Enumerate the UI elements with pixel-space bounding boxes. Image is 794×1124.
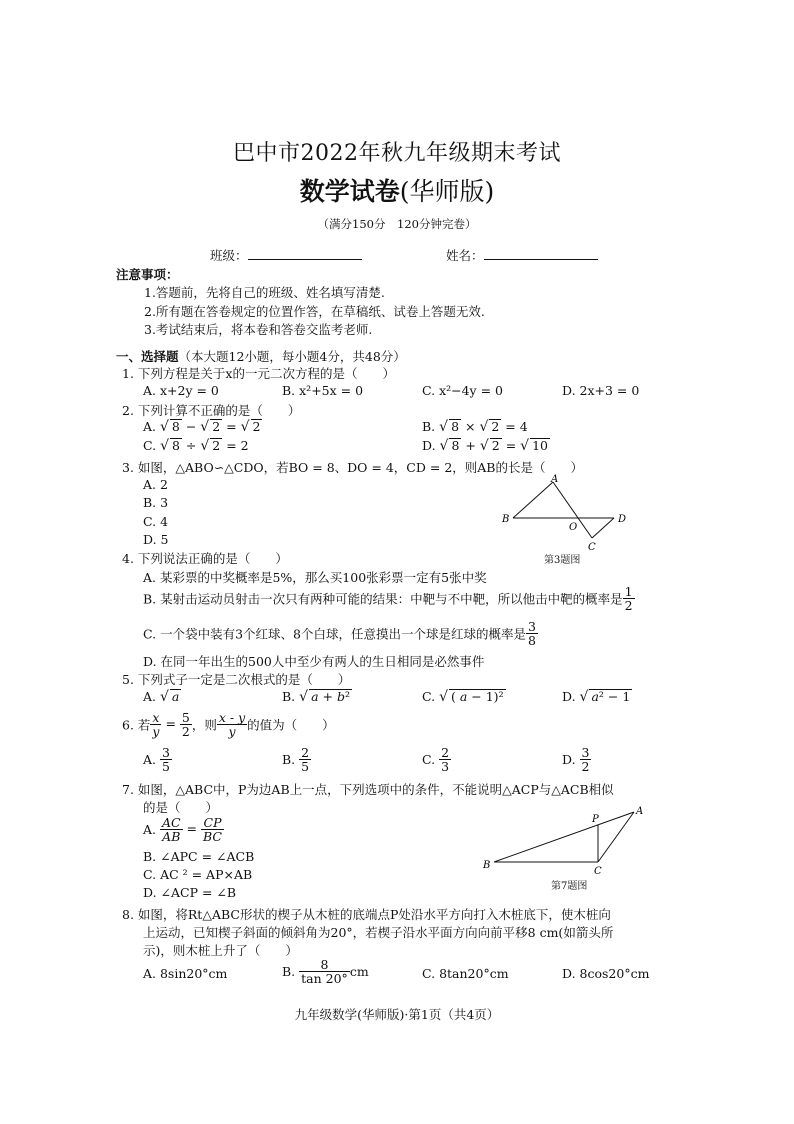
q6-stem-mid: ，则 [191,717,217,733]
q6-b-num: 2 [301,745,310,760]
q5-b-label: B. [282,689,296,704]
q6-stem-post: 的值为（ ） [247,717,335,733]
q1-option-b[interactable]: B. x²+5x = 0 [282,383,364,398]
q6-stem: 6. 若 $\frac{x}{y}$ = $\frac{5}{2}$ ，则 $\frac{x - y}{y}$ 的值为（ ） [122,710,335,739]
q5-stem: 5. 下列式子一定是二次根式的是（ ） [122,672,351,687]
q8-b-label: B. [282,964,296,979]
q3-point-o: O [569,522,578,533]
q8-b-den: tan 20° [301,971,348,986]
q4-stem: 4. 下列说法正确的是（ ） [122,551,288,566]
q1-option-c[interactable]: C. x²−4y = 0 [422,383,503,398]
q2-c-label: C. [143,438,157,453]
q1-option-a[interactable]: A. x+2y = 0 [143,383,219,398]
q7-option-c[interactable]: C. AC ² = AP×AB [143,867,253,882]
q6-option-d[interactable]: D. $\frac{3}{2}$ [562,745,590,774]
exam-info: （满分150分 120分钟完卷） [317,217,477,231]
q4-option-a[interactable]: A. 某彩票的中奖概率是5%，那么买100张彩票一定有5张中奖 [143,570,487,585]
q5-option-b[interactable]: B. √ a + b² [282,689,350,705]
notes-heading: 注意事项： [116,267,179,282]
class-label: 班级： [210,248,248,263]
q7-point-p: P [592,814,599,825]
q7-fig-caption: 第7题图 [551,881,588,892]
note-item: 2.所有题在答卷规定的位置作答，在草稿纸、试卷上答题无效. [144,304,485,319]
q8-stem-line2: 上运动，已知楔子斜面的倾斜角为20°，若楔子沿水平面方向向前平移8 cm(如箭头所 [143,925,614,940]
q7-option-a[interactable]: A. $\frac{AC}{AB}$ = $\frac{CP}{BC}$ [143,815,222,844]
q6-option-b[interactable]: B. $\frac{2}{5}$ [282,745,310,774]
exam-title: 巴中市2022年秋九年级期末考试 [233,141,561,166]
q8-b-unit: cm [349,964,369,979]
q8-stem-line3: 示)，则木桩上升了（ ） [143,943,298,958]
q4-c-den: 8 [527,633,536,648]
q3-option-a[interactable]: A. 2 [143,477,168,492]
q5-d-label: D. [562,689,576,704]
q2-b-label: B. [422,419,436,434]
q4-c-num: 3 [527,619,536,634]
section1-desc: （本大题12小题，每小题4分，共48分） [178,349,406,364]
name-blank [484,248,598,260]
q2-option-c[interactable]: C. √ 8 ÷ √ 2 = 2 [143,438,249,454]
page-footer: 九年级数学(华师版)·第1页（共4页） [294,1007,500,1022]
q6-option-a[interactable]: A. $\frac{3}{5}$ [143,745,170,774]
q7-point-a: A [636,806,644,817]
q2-a-label: A. [143,419,157,434]
q8-stem-line1: 8. 如图，将Rt△ABC形状的楔子从木桩的底端点P处沿水平方向打入木桩底下，使木桩向 [122,907,611,922]
q3-point-c: C [588,542,596,553]
q4-option-b[interactable] [143,585,635,612]
note-item: 1.答题前，先将自己的班级、姓名填写清楚. [144,285,385,300]
q5-c-label: C. [422,689,436,704]
q2-option-d[interactable]: D. √ 8 + √ 2 = √ 10 [422,438,548,454]
q7-stem-line2: 的是（ ） [143,800,219,815]
q6-a-num: 3 [161,745,170,760]
q4-option-d[interactable]: D. 在同一年出生的500人中至少有两人的生日相同是必然事件 [143,654,485,669]
note-item: 3.考试结束后，将本卷和答卷交监考老师. [144,322,373,337]
q1-option-d[interactable]: D. 2x+3 = 0 [562,383,640,398]
q6-stem-pre: 6. 若 [122,717,151,733]
q3-option-b[interactable]: B. 3 [143,495,169,510]
name-label: 姓名： [446,248,484,263]
q7-option-b[interactable]: B. ∠APC = ∠ACB [143,849,255,864]
q3-point-d: D [618,514,627,525]
q6-a-den: 5 [161,759,170,774]
q8-option-b[interactable] [282,958,369,985]
q2-stem: 2. 下列计算不正确的是（ ） [122,403,301,418]
q7-option-d[interactable]: D. ∠ACP = ∠B [143,885,237,900]
q6-c-den: 3 [441,759,450,774]
q4-c-text: C. 一个袋中装有3个红球、8个白球，任意摸出一个球是红球的概率是 [143,626,526,642]
q6-option-c[interactable]: C. $\frac{2}{3}$ [422,745,450,774]
exam-subtitle [0,172,794,208]
q8-option-a[interactable]: A. 8sin20°cm [143,966,228,981]
q8-b-num: 8 [299,958,350,972]
q8-option-d[interactable]: D. 8cos20°cm [562,966,650,981]
q2-option-a[interactable]: A. √ 8 − √ 2 = √ 2 [143,419,261,435]
q8-option-c[interactable]: C. 8tan20°cm [422,966,509,981]
q4-b-text: B. 某射击运动员射击一次只有两种可能的结果：中靶与不中靶，所以他击中靶的概率是 [143,591,623,607]
q5-option-a[interactable]: A. √ a [143,689,180,705]
q7-stem-line1: 7. 如图，△ABC中，P为边AB上一点，下列选项中的条件，不能说明△ACP与△ACB相似 [122,782,614,797]
q7-point-c: C [594,866,602,876]
q1-stem: 1. 下列方程是关于x的一元二次方程的是（ ） [122,366,395,381]
class-field[interactable] [210,246,362,264]
q3-option-c[interactable]: C. 4 [143,514,169,529]
q5-option-c[interactable]: C. √ ( a − 1)² [422,689,504,705]
q5-option-d[interactable]: D. √ a² − 1 [562,689,631,705]
q7-figure [480,806,650,876]
section1-heading [116,347,406,365]
q4-b-den: 2 [624,598,633,613]
q3-point-b: B [502,514,510,525]
q3-point-a: A [551,474,559,485]
class-blank [248,248,362,260]
q2-d-label: D. [422,438,436,453]
section1-title: 一、选择题 [116,349,179,364]
subtitle-edition: (华师版) [399,177,495,206]
q3-stem: 3. 如图，△ABO∽△CDO，若BO = 8、DO = 4，CD = 2，则AB的长是（ ） [122,460,583,475]
q3-figure [498,474,638,554]
name-field[interactable] [446,246,598,264]
q6-d-num: 3 [581,745,590,760]
q7-point-b: B [483,860,491,871]
q6-c-num: 2 [441,745,450,760]
q2-option-b[interactable]: B. √ 8 × √ 2 = 4 [422,419,528,435]
q3-fig-caption: 第3题图 [544,555,581,566]
q4-option-c[interactable] [143,620,538,647]
q6-d-den: 2 [581,759,590,774]
q3-option-d[interactable]: D. 5 [143,532,169,547]
subtitle-main: 数学试卷 [299,177,400,206]
q6-b-den: 5 [301,759,310,774]
q5-a-label: A. [143,689,157,704]
q4-b-num: 1 [624,584,633,599]
